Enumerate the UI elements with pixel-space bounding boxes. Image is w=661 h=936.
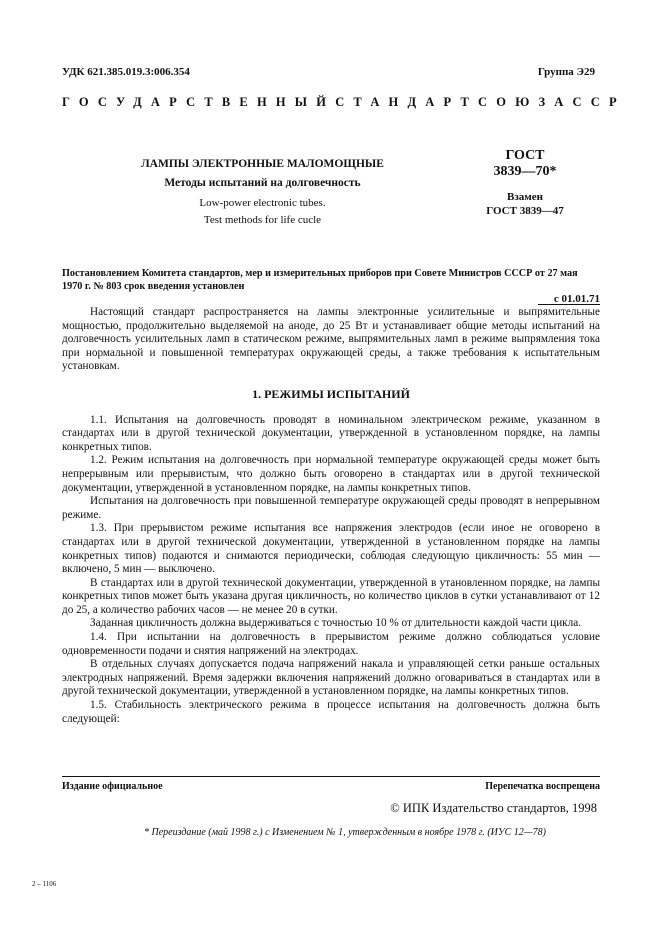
- paragraph-1-4: 1.4. При испытании на долговечность в прерывистом режиме должно соблюдаться условие одновременности подачи и снятия напряжений на электродах.: [62, 631, 600, 657]
- title-english-1: Low-power electronic tubes.: [199, 197, 326, 209]
- state-word-2: СТАНДАРТ: [335, 95, 479, 109]
- replace-label: Взамен: [507, 191, 543, 203]
- effective-date: с 01.01.71: [553, 293, 600, 305]
- paragraph-1-2: 1.2. Режим испытания на долговечность при нормальной температуре окружающей среды может быть непрерывным или прерывистым, что должно быть оговорено в стандартах или в другой технической документации, утвержденной в установленном порядке, на лампы конкретных типов.: [62, 454, 600, 494]
- replace-value: ГОСТ 3839—47: [486, 205, 564, 217]
- copyright: © ИПК Издательство стандартов, 1998: [390, 801, 597, 815]
- gost-block: [470, 148, 580, 218]
- title-main: ЛАМПЫ ЭЛЕКТРОННЫЕ МАЛОМОЩНЫЕ: [141, 158, 384, 170]
- state-standard-header: [62, 95, 626, 110]
- paragraph-1-1: 1.1. Испытания на долговечность проводят в номинальном электрическом режиме, указанном в стандартах или в другой технической документации, утвержденной в установленном порядке, на лампы конкретных типов.: [62, 413, 600, 453]
- decree-text: Постановлением Комитета стандартов, мер и измерительных приборов при Совете Министров СССР от 27 мая 1970 г. № 803 срок введения установлен: [62, 268, 578, 292]
- reprint-prohibited: Перепечатка воспрещена: [485, 781, 600, 792]
- section-title: 1. РЕЖИМЫ ИСПЫТАНИЙ: [252, 386, 410, 401]
- gost-number: 3839—70*: [493, 164, 557, 179]
- paragraph-1-3: 1.3. При прерывистом режиме испытания все напряжения электродов (если иное не оговорено в стандартах или в другой технической документации, утвержденной в установленном порядке на лампы конкретных типов) подаются и снимаются периодически, соблюдая следующую цикличность: 55 мин — включено, 5 мин — выключено.: [62, 522, 600, 576]
- intro-paragraph: Настоящий стандарт распространяется на лампы электронные усилительные и выпрямительные мощностью, продолжительно выделяемой на аноде, до 25 Вт и устанавливает общие методы испытаний на долговечность усилительных ламп в статическом режиме, выпрямительных ламп в режиме выпрямления тока при нормальной и повышенной температурах окружающей среды, а также требования к испытательным установкам.: [62, 306, 600, 373]
- footer-divider: [62, 776, 600, 777]
- official-edition: Издание официальное: [62, 781, 163, 792]
- state-word-1: ГОСУДАРСТВЕННЫЙ: [62, 95, 336, 109]
- title-block: [110, 157, 415, 227]
- paragraph-1-4b: В отдельных случаях допускается подача напряжений накала и управляющей сетки раньше остальных электродных напряжений. Время задержки включения напряжений должно оговариваться в стандартах или в другой технической документации, утвержденной в установленном порядке, на лампы конкретных типов.: [62, 658, 600, 698]
- paragraph-1-2b: Испытания на долговечность при повышенной температуре окружающей среды проводят в непрерывном режиме.: [62, 495, 600, 521]
- page-id: 2 – 1106: [32, 880, 57, 888]
- paragraph-1-3b: В стандартах или в другой технической документации, утвержденной в утановленном порядке, на лампы конкретных типов может быть указана другая цикличность, но количество циклов в сутки устанавливают от 12 до 25, а количество рабочих часов — не менее 20 в сутки.: [62, 576, 600, 616]
- title-english-2: Test methods for life cucle: [203, 214, 322, 226]
- udk-code: УДК 621.385.019.3:006.354: [62, 66, 190, 78]
- group-code: Группа Э29: [537, 66, 595, 78]
- state-word-4: ССР: [572, 95, 626, 109]
- state-word-3: СОЮЗА: [478, 95, 573, 109]
- title-sub: Методы испытаний на долговечность: [164, 177, 361, 189]
- effective-date-underline: [538, 304, 600, 305]
- paragraph-1-5: 1.5. Стабильность электрического режима в процессе испытания на долговечность должна быть следующей:: [62, 699, 600, 725]
- gost-title: ГОСТ: [505, 148, 545, 163]
- main-text: [62, 306, 600, 726]
- reissue-note: * Переиздание (май 1998 г.) с Изменением № 1, утвержденным в ноябре 1978 г. (ИУС 12—78): [143, 827, 547, 838]
- paragraph-1-3c: Заданная цикличность должна выдерживаться с точностью 10 % от длительности каждой части цикла.: [90, 617, 581, 630]
